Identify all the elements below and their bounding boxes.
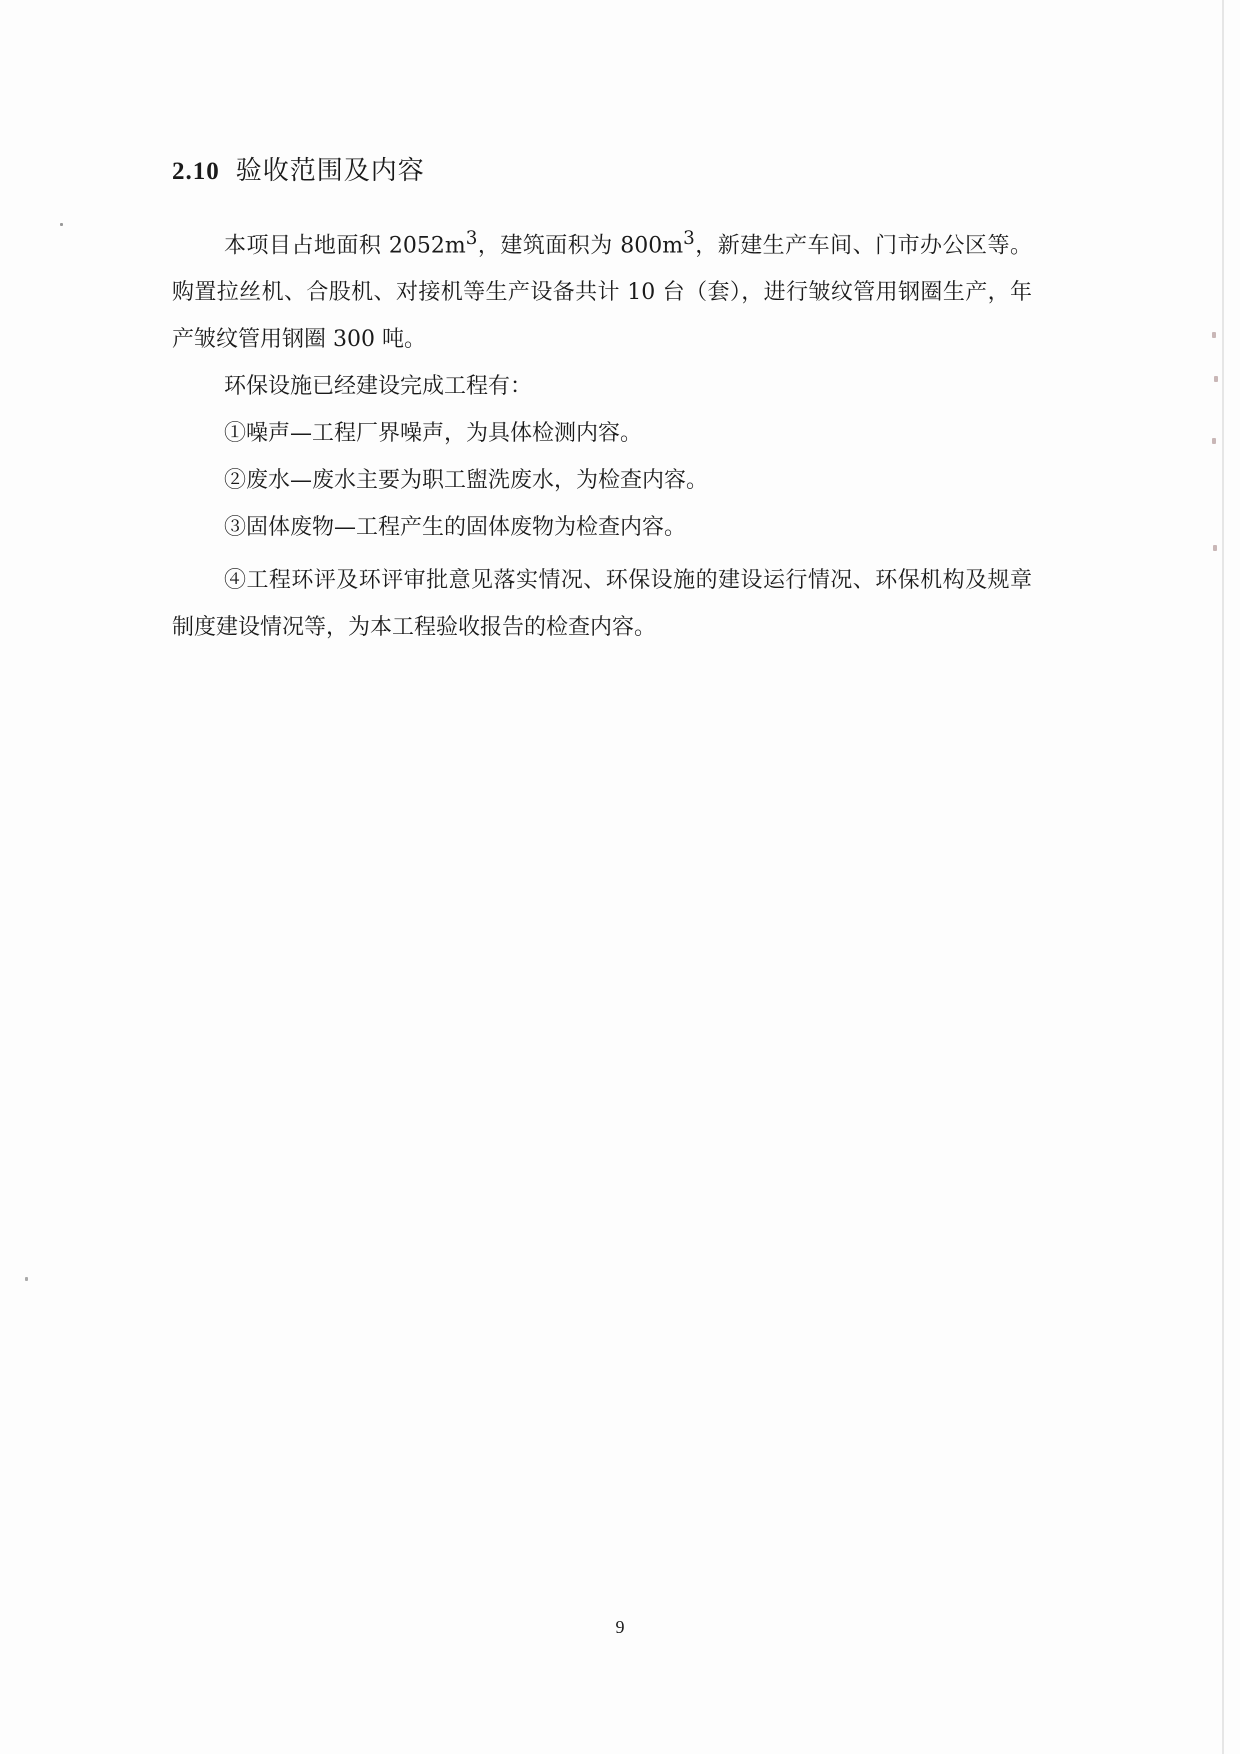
document-content bbox=[172, 150, 1032, 651]
scan-mark bbox=[1213, 545, 1217, 551]
scan-mark bbox=[1212, 438, 1216, 444]
section-title: 验收范围及内容 bbox=[235, 156, 425, 186]
list-item-noise: ①噪声—工程厂界噪声，为具体检测内容。 bbox=[224, 421, 643, 447]
superscript-2: 3 bbox=[683, 228, 695, 249]
scan-edge-line bbox=[1222, 0, 1224, 1754]
overview-text-3: ，新建生产车间、门市办公区等。购置拉丝机、合股机、对接机等生产设备共计 10 台（套），进行皱纹管用钢圈生产，年产皱纹管用钢圈 300 吨。 bbox=[172, 233, 1032, 353]
scan-mark bbox=[60, 223, 63, 226]
scan-mark bbox=[25, 1277, 28, 1281]
overview-text-1: 本项目占地面积 2052m bbox=[224, 233, 466, 259]
section-heading bbox=[172, 150, 1032, 187]
scan-mark bbox=[1214, 376, 1218, 382]
page-number: 9 bbox=[615, 1617, 625, 1637]
list-item-solid-waste: ③固体废物—工程产生的固体废物为检查内容。 bbox=[224, 515, 687, 541]
paragraph-project-overview bbox=[172, 215, 1032, 363]
paragraph-facilities-intro: 环保设施已经建设完成工程有： bbox=[224, 374, 533, 400]
scan-mark bbox=[1212, 332, 1216, 338]
overview-text-2: ，建筑面积为 800m bbox=[477, 233, 684, 259]
list-item-inspection: ④工程环评及环评审批意见落实情况、环保设施的建设运行情况、环保机构及规章制度建设情况等，为本工程验收报告的检查内容。 bbox=[172, 568, 1032, 641]
superscript-1: 3 bbox=[465, 228, 478, 249]
section-number: 2.10 bbox=[172, 158, 220, 185]
list-item-wastewater: ②废水—废水主要为职工盥洗废水，为检查内容。 bbox=[224, 468, 709, 494]
